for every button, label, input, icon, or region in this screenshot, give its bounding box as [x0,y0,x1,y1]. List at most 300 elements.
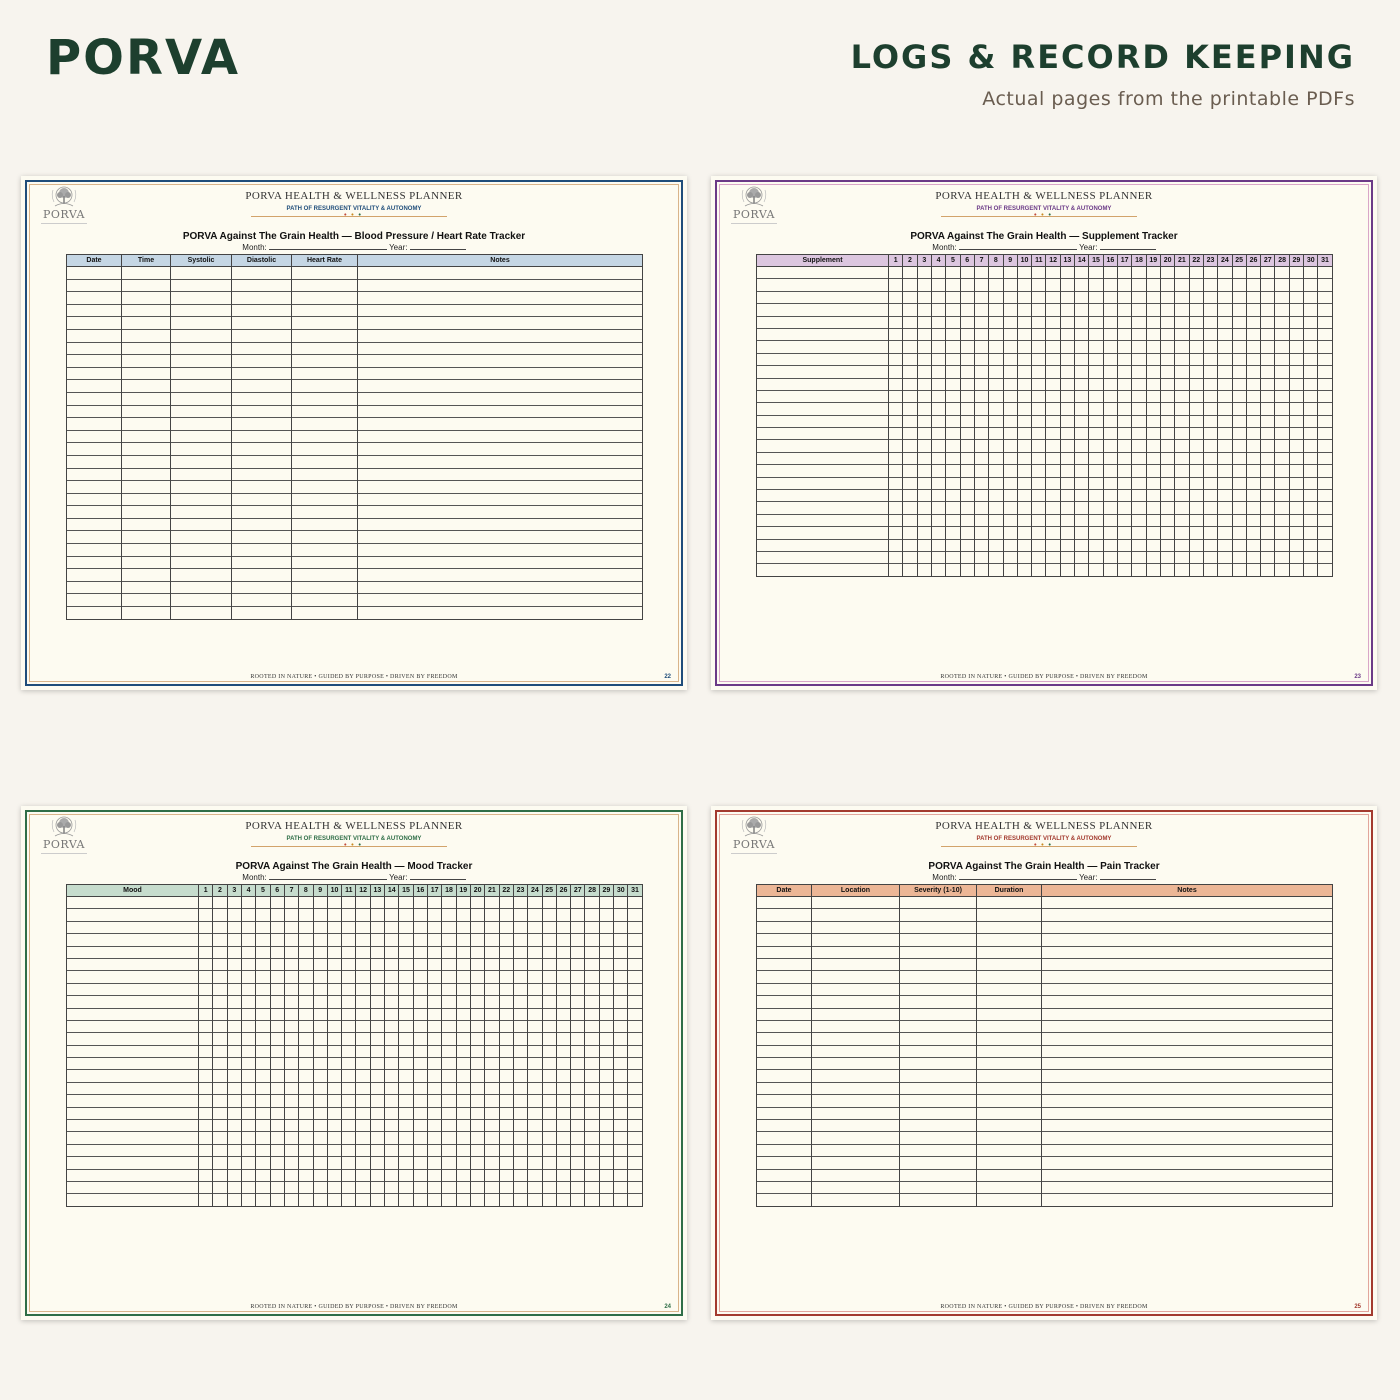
table-cell[interactable] [1017,378,1031,390]
table-cell[interactable] [1132,378,1146,390]
month-field[interactable] [269,872,387,880]
table-cell[interactable] [485,1169,499,1181]
table-cell[interactable] [456,996,470,1008]
table-cell[interactable] [327,1144,341,1156]
table-cell[interactable] [599,958,613,970]
table-cell[interactable] [485,897,499,909]
table-cell[interactable] [385,897,399,909]
table-cell[interactable] [1146,564,1160,576]
table-cell[interactable] [974,502,988,514]
table-cell[interactable] [585,921,599,933]
table-cell[interactable] [385,983,399,995]
table-cell[interactable] [299,1058,313,1070]
table-cell[interactable] [1289,341,1303,353]
table-cell[interactable] [358,569,643,582]
table-cell[interactable] [1103,415,1117,427]
table-cell[interactable] [256,1070,270,1082]
table-cell[interactable] [599,1008,613,1020]
table-cell[interactable] [1042,1107,1333,1119]
table-cell[interactable] [413,897,427,909]
table-cell[interactable] [67,292,122,305]
table-cell[interactable] [528,958,542,970]
table-cell[interactable] [1017,279,1031,291]
table-cell[interactable] [556,971,570,983]
table-cell[interactable] [1042,1169,1333,1181]
table-cell[interactable] [917,428,931,440]
table-cell[interactable] [256,1132,270,1144]
table-cell[interactable] [1032,490,1046,502]
table-cell[interactable] [499,1095,513,1107]
table-cell[interactable] [342,921,356,933]
table-cell[interactable] [1017,452,1031,464]
table-cell[interactable] [122,418,171,431]
table-cell[interactable] [628,958,642,970]
table-cell[interactable] [1304,316,1318,328]
table-cell[interactable] [556,1033,570,1045]
table-cell[interactable] [442,996,456,1008]
table-cell[interactable] [542,1008,556,1020]
table-cell[interactable] [232,607,292,620]
table-cell[interactable] [1304,279,1318,291]
table-cell[interactable] [456,983,470,995]
table-cell[interactable] [1304,304,1318,316]
table-cell[interactable] [542,921,556,933]
table-cell[interactable] [1075,514,1089,526]
table-cell[interactable] [1017,440,1031,452]
table-cell[interactable] [256,1107,270,1119]
table-cell[interactable] [1232,403,1246,415]
table-cell[interactable] [513,921,527,933]
table-cell[interactable] [1060,452,1074,464]
table-cell[interactable] [171,594,232,607]
table-cell[interactable] [227,1157,241,1169]
table-cell[interactable] [313,1058,327,1070]
table-cell[interactable] [428,958,442,970]
table-cell[interactable] [213,958,227,970]
table-cell[interactable] [232,405,292,418]
table-cell[interactable] [299,1144,313,1156]
table-cell[interactable] [199,983,213,995]
table-cell[interactable] [1003,514,1017,526]
table-cell[interactable] [757,390,889,402]
table-cell[interactable] [470,1033,484,1045]
table-cell[interactable] [1160,428,1174,440]
table-cell[interactable] [585,1058,599,1070]
table-cell[interactable] [542,1045,556,1057]
table-cell[interactable] [67,304,122,317]
table-cell[interactable] [889,304,903,316]
table-cell[interactable] [270,1120,284,1132]
table-cell[interactable] [342,909,356,921]
table-cell[interactable] [628,1157,642,1169]
table-cell[interactable] [1003,539,1017,551]
table-cell[interactable] [1089,539,1103,551]
table-cell[interactable] [1146,304,1160,316]
table-cell[interactable] [227,1082,241,1094]
table-cell[interactable] [542,996,556,1008]
table-cell[interactable] [812,1132,900,1144]
table-cell[interactable] [122,544,171,557]
table-cell[interactable] [428,1169,442,1181]
table-cell[interactable] [946,279,960,291]
table-cell[interactable] [889,428,903,440]
table-cell[interactable] [413,1033,427,1045]
table-cell[interactable] [67,493,122,506]
table-cell[interactable] [528,1082,542,1094]
table-cell[interactable] [812,1194,900,1206]
table-cell[interactable] [385,1045,399,1057]
table-cell[interactable] [1261,502,1275,514]
table-cell[interactable] [757,897,812,909]
table-cell[interactable] [67,405,122,418]
table-cell[interactable] [977,1144,1042,1156]
table-cell[interactable] [1046,291,1060,303]
table-cell[interactable] [299,1008,313,1020]
table-cell[interactable] [413,1181,427,1193]
table-cell[interactable] [931,490,945,502]
table-cell[interactable] [1203,539,1217,551]
table-cell[interactable] [299,1169,313,1181]
table-cell[interactable] [413,1082,427,1094]
table-cell[interactable] [499,1181,513,1193]
table-cell[interactable] [284,1058,298,1070]
table-cell[interactable] [1017,328,1031,340]
table-cell[interactable] [370,1181,384,1193]
table-cell[interactable] [1003,564,1017,576]
table-cell[interactable] [1003,440,1017,452]
table-cell[interactable] [270,1095,284,1107]
table-cell[interactable] [1032,502,1046,514]
table-cell[interactable] [889,341,903,353]
table-cell[interactable] [599,1157,613,1169]
table-cell[interactable] [900,971,977,983]
table-cell[interactable] [1304,440,1318,452]
table-cell[interactable] [1318,452,1332,464]
table-cell[interactable] [1075,527,1089,539]
table-cell[interactable] [342,1132,356,1144]
table-cell[interactable] [1261,403,1275,415]
table-cell[interactable] [232,468,292,481]
table-cell[interactable] [485,971,499,983]
table-cell[interactable] [171,267,232,280]
table-cell[interactable] [1203,316,1217,328]
table-cell[interactable] [122,443,171,456]
table-cell[interactable] [428,934,442,946]
table-cell[interactable] [232,556,292,569]
table-cell[interactable] [456,934,470,946]
table-cell[interactable] [900,934,977,946]
table-cell[interactable] [1118,477,1132,489]
table-cell[interactable] [946,403,960,415]
table-cell[interactable] [485,1070,499,1082]
table-cell[interactable] [442,1020,456,1032]
table-cell[interactable] [358,506,643,519]
table-cell[interactable] [900,1181,977,1193]
table-cell[interactable] [356,1157,370,1169]
table-cell[interactable] [1203,465,1217,477]
table-cell[interactable] [370,1058,384,1070]
table-cell[interactable] [903,490,917,502]
table-cell[interactable] [1203,527,1217,539]
table-cell[interactable] [385,1157,399,1169]
table-cell[interactable] [1261,539,1275,551]
table-cell[interactable] [292,418,358,431]
table-cell[interactable] [256,1157,270,1169]
table-cell[interactable] [370,946,384,958]
table-cell[interactable] [542,897,556,909]
table-cell[interactable] [327,1181,341,1193]
table-cell[interactable] [1175,328,1189,340]
table-cell[interactable] [585,1070,599,1082]
table-cell[interactable] [1118,490,1132,502]
table-cell[interactable] [213,1008,227,1020]
table-cell[interactable] [499,946,513,958]
table-cell[interactable] [313,1169,327,1181]
table-cell[interactable] [256,1008,270,1020]
table-cell[interactable] [1075,564,1089,576]
table-cell[interactable] [1146,341,1160,353]
table-cell[interactable] [1146,477,1160,489]
table-cell[interactable] [199,1033,213,1045]
table-cell[interactable] [1046,403,1060,415]
table-cell[interactable] [1017,341,1031,353]
table-cell[interactable] [1189,564,1203,576]
table-cell[interactable] [757,490,889,502]
table-cell[interactable] [232,544,292,557]
table-cell[interactable] [1132,415,1146,427]
table-cell[interactable] [1203,440,1217,452]
table-cell[interactable] [413,1157,427,1169]
table-cell[interactable] [241,1082,255,1094]
table-cell[interactable] [757,1082,812,1094]
table-cell[interactable] [1218,539,1232,551]
table-cell[interactable] [1118,539,1132,551]
table-cell[interactable] [1304,452,1318,464]
table-cell[interactable] [342,946,356,958]
table-cell[interactable] [1304,527,1318,539]
table-cell[interactable] [977,1169,1042,1181]
table-cell[interactable] [213,1194,227,1206]
table-cell[interactable] [556,1008,570,1020]
table-cell[interactable] [946,378,960,390]
table-cell[interactable] [1032,477,1046,489]
table-cell[interactable] [1146,353,1160,365]
table-cell[interactable] [614,1045,628,1057]
table-cell[interactable] [241,1070,255,1082]
table-cell[interactable] [299,958,313,970]
table-cell[interactable] [1203,415,1217,427]
table-cell[interactable] [1275,539,1289,551]
table-cell[interactable] [812,921,900,933]
table-cell[interactable] [241,1045,255,1057]
table-cell[interactable] [917,440,931,452]
table-cell[interactable] [1246,440,1260,452]
table-cell[interactable] [1103,539,1117,551]
table-cell[interactable] [1118,341,1132,353]
table-cell[interactable] [456,909,470,921]
table-cell[interactable] [1232,328,1246,340]
table-cell[interactable] [213,996,227,1008]
table-cell[interactable] [599,921,613,933]
table-cell[interactable] [270,1107,284,1119]
table-cell[interactable] [67,317,122,330]
table-cell[interactable] [946,465,960,477]
table-cell[interactable] [327,1169,341,1181]
table-cell[interactable] [1089,551,1103,563]
table-cell[interactable] [1246,304,1260,316]
table-cell[interactable] [213,971,227,983]
table-cell[interactable] [1261,316,1275,328]
table-cell[interactable] [385,958,399,970]
table-cell[interactable] [399,1082,413,1094]
table-cell[interactable] [1232,551,1246,563]
table-cell[interactable] [757,1033,812,1045]
table-cell[interactable] [1032,279,1046,291]
table-cell[interactable] [900,1058,977,1070]
table-cell[interactable] [327,909,341,921]
table-cell[interactable] [213,1020,227,1032]
table-cell[interactable] [342,971,356,983]
table-cell[interactable] [946,390,960,402]
table-cell[interactable] [599,996,613,1008]
table-cell[interactable] [1017,291,1031,303]
table-cell[interactable] [946,428,960,440]
table-cell[interactable] [485,921,499,933]
table-cell[interactable] [370,1070,384,1082]
table-cell[interactable] [313,983,327,995]
table-cell[interactable] [470,921,484,933]
table-cell[interactable] [199,1082,213,1094]
table-cell[interactable] [917,291,931,303]
table-cell[interactable] [1132,527,1146,539]
table-cell[interactable] [1232,452,1246,464]
table-cell[interactable] [67,392,122,405]
table-cell[interactable] [989,527,1003,539]
table-cell[interactable] [284,909,298,921]
table-cell[interactable] [1289,316,1303,328]
table-cell[interactable] [757,267,889,279]
table-cell[interactable] [757,452,889,464]
table-cell[interactable] [974,328,988,340]
table-cell[interactable] [1089,316,1103,328]
table-cell[interactable] [256,996,270,1008]
table-cell[interactable] [67,607,122,620]
table-cell[interactable] [241,1008,255,1020]
table-cell[interactable] [1160,477,1174,489]
table-cell[interactable] [171,380,232,393]
table-cell[interactable] [1118,316,1132,328]
table-cell[interactable] [470,1169,484,1181]
table-cell[interactable] [1261,390,1275,402]
table-cell[interactable] [284,946,298,958]
table-cell[interactable] [358,405,643,418]
table-cell[interactable] [199,1157,213,1169]
table-cell[interactable] [1046,415,1060,427]
table-cell[interactable] [528,996,542,1008]
table-cell[interactable] [931,316,945,328]
table-cell[interactable] [1160,527,1174,539]
table-cell[interactable] [122,380,171,393]
table-cell[interactable] [1304,328,1318,340]
table-cell[interactable] [442,958,456,970]
table-cell[interactable] [1189,366,1203,378]
table-cell[interactable] [442,897,456,909]
table-cell[interactable] [1246,291,1260,303]
table-cell[interactable] [292,581,358,594]
table-cell[interactable] [812,1008,900,1020]
table-cell[interactable] [917,490,931,502]
table-cell[interactable] [413,1120,427,1132]
table-cell[interactable] [213,946,227,958]
table-cell[interactable] [270,1181,284,1193]
table-cell[interactable] [757,1107,812,1119]
table-cell[interactable] [917,502,931,514]
table-cell[interactable] [757,983,812,995]
table-cell[interactable] [571,1157,585,1169]
table-cell[interactable] [358,581,643,594]
table-cell[interactable] [399,1157,413,1169]
table-cell[interactable] [614,1107,628,1119]
table-cell[interactable] [227,1008,241,1020]
table-cell[interactable] [1175,564,1189,576]
table-cell[interactable] [67,1058,199,1070]
table-cell[interactable] [499,1082,513,1094]
table-cell[interactable] [1246,279,1260,291]
table-cell[interactable] [1246,502,1260,514]
table-cell[interactable] [1246,316,1260,328]
table-cell[interactable] [1032,514,1046,526]
table-cell[interactable] [199,971,213,983]
table-cell[interactable] [903,279,917,291]
table-cell[interactable] [1203,378,1217,390]
table-cell[interactable] [1089,440,1103,452]
table-cell[interactable] [585,1033,599,1045]
table-cell[interactable] [1203,267,1217,279]
table-cell[interactable] [358,380,643,393]
table-cell[interactable] [903,353,917,365]
table-cell[interactable] [528,934,542,946]
table-cell[interactable] [1017,564,1031,576]
table-cell[interactable] [385,1181,399,1193]
table-cell[interactable] [1261,304,1275,316]
table-cell[interactable] [442,1070,456,1082]
table-cell[interactable] [1118,452,1132,464]
table-cell[interactable] [485,983,499,995]
table-cell[interactable] [1318,415,1332,427]
table-cell[interactable] [542,1181,556,1193]
table-cell[interactable] [1232,440,1246,452]
table-cell[interactable] [513,958,527,970]
table-cell[interactable] [1189,378,1203,390]
table-cell[interactable] [542,1033,556,1045]
table-cell[interactable] [812,1058,900,1070]
table-cell[interactable] [1103,341,1117,353]
table-cell[interactable] [470,996,484,1008]
table-cell[interactable] [585,996,599,1008]
table-cell[interactable] [960,328,974,340]
table-cell[interactable] [571,1033,585,1045]
table-cell[interactable] [342,1033,356,1045]
table-cell[interactable] [232,430,292,443]
table-cell[interactable] [327,971,341,983]
table-cell[interactable] [528,921,542,933]
table-cell[interactable] [1232,477,1246,489]
table-cell[interactable] [1261,267,1275,279]
table-cell[interactable] [1103,390,1117,402]
table-cell[interactable] [900,996,977,1008]
table-cell[interactable] [1261,465,1275,477]
table-cell[interactable] [1042,1058,1333,1070]
